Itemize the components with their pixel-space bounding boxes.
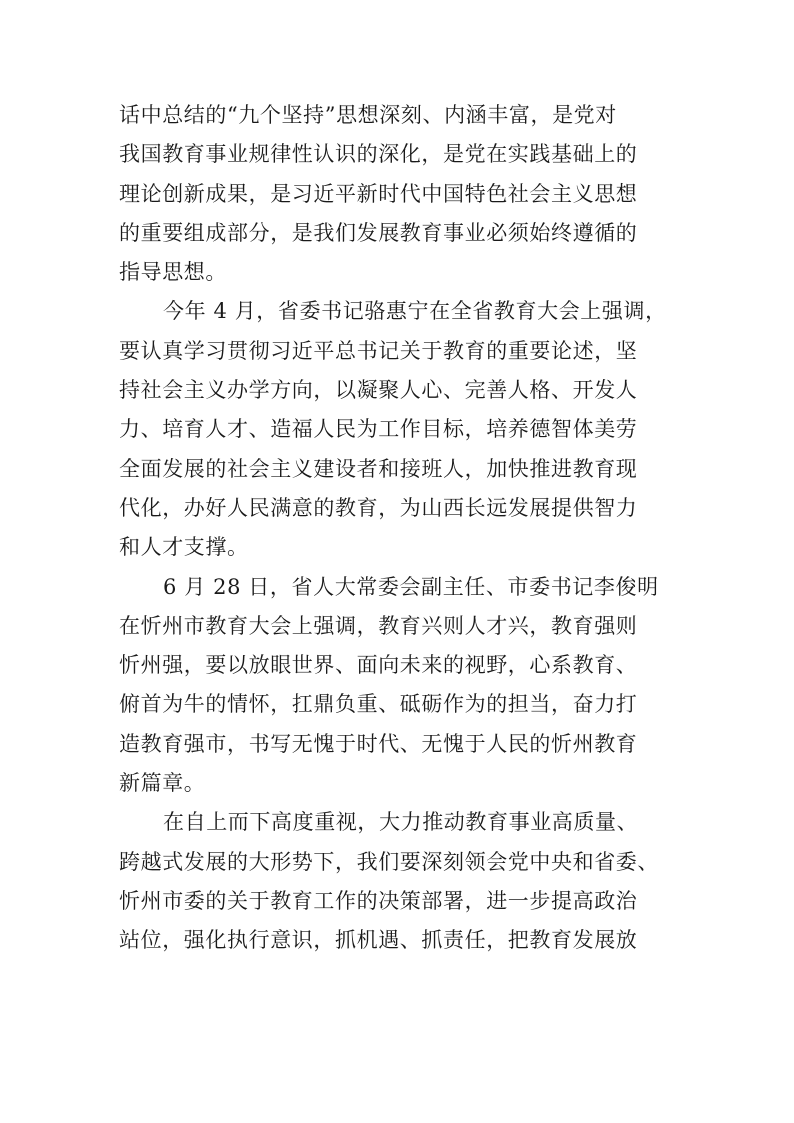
text-line: 在忻州市教育大会上强调，教育兴则人才兴，教育强则 bbox=[119, 613, 638, 638]
text-line: 在自上而下高度重视，大力推动教育事业高质量、 bbox=[163, 810, 639, 835]
text-line: 持社会主义办学方向，以凝聚人心、完善人格、开发人 bbox=[119, 378, 638, 403]
text-line: 忻州强，要以放眼世界、面向未来的视野，心系教育、 bbox=[119, 653, 638, 678]
text-line: 俯首为牛的情怀，扛鼎负重、砥砺作为的担当，奋力打 bbox=[119, 692, 638, 717]
text-line: 站位，强化执行意识，抓机遇、抓责任，把教育发展放 bbox=[119, 928, 638, 953]
paragraph-4 bbox=[119, 803, 679, 960]
paragraph-2 bbox=[119, 292, 679, 567]
text-line: 6 月 28 日，省人大常委会副主任、市委书记李俊明 bbox=[163, 574, 659, 599]
paragraph-1 bbox=[119, 96, 679, 292]
text-line: 理论创新成果，是习近平新时代中国特色社会主义思想 bbox=[119, 181, 638, 206]
paragraph-3 bbox=[119, 568, 679, 804]
text-line: 指导思想。 bbox=[119, 260, 227, 285]
text-line: 力、培育人才、造福人民为工作目标，培养德智体美劳 bbox=[119, 417, 638, 442]
text-line: 和人才支撑。 bbox=[119, 535, 249, 560]
text-line: 造教育强市，书写无愧于时代、无愧于人民的忻州教育 bbox=[119, 731, 638, 756]
text-line: 话中总结的“九个坚持”思想深刻、内涵丰富，是党对 bbox=[119, 103, 617, 127]
text-line: 我国教育事业规律性认识的深化，是党在实践基础上的 bbox=[119, 142, 638, 167]
text-line: 今年 4 月，省委书记骆惠宁在全省教育大会上强调， bbox=[163, 299, 667, 324]
text-line: 代化，办好人民满意的教育，为山西长远发展提供智力 bbox=[119, 495, 638, 520]
text-line: 跨越式发展的大形势下，我们要深刻领会党中央和省委、 bbox=[119, 849, 659, 874]
text-line: 全面发展的社会主义建设者和接班人，加快推进教育现 bbox=[119, 456, 638, 481]
text-line: 新篇章。 bbox=[119, 771, 206, 796]
text-line: 忻州市委的关于教育工作的决策部署，进一步提高政治 bbox=[119, 888, 638, 913]
text-line: 的重要组成部分，是我们发展教育事业必须始终遵循的 bbox=[119, 220, 638, 245]
document-body bbox=[119, 96, 679, 961]
text-line: 要认真学习贯彻习近平总书记关于教育的重要论述，坚 bbox=[119, 338, 638, 363]
